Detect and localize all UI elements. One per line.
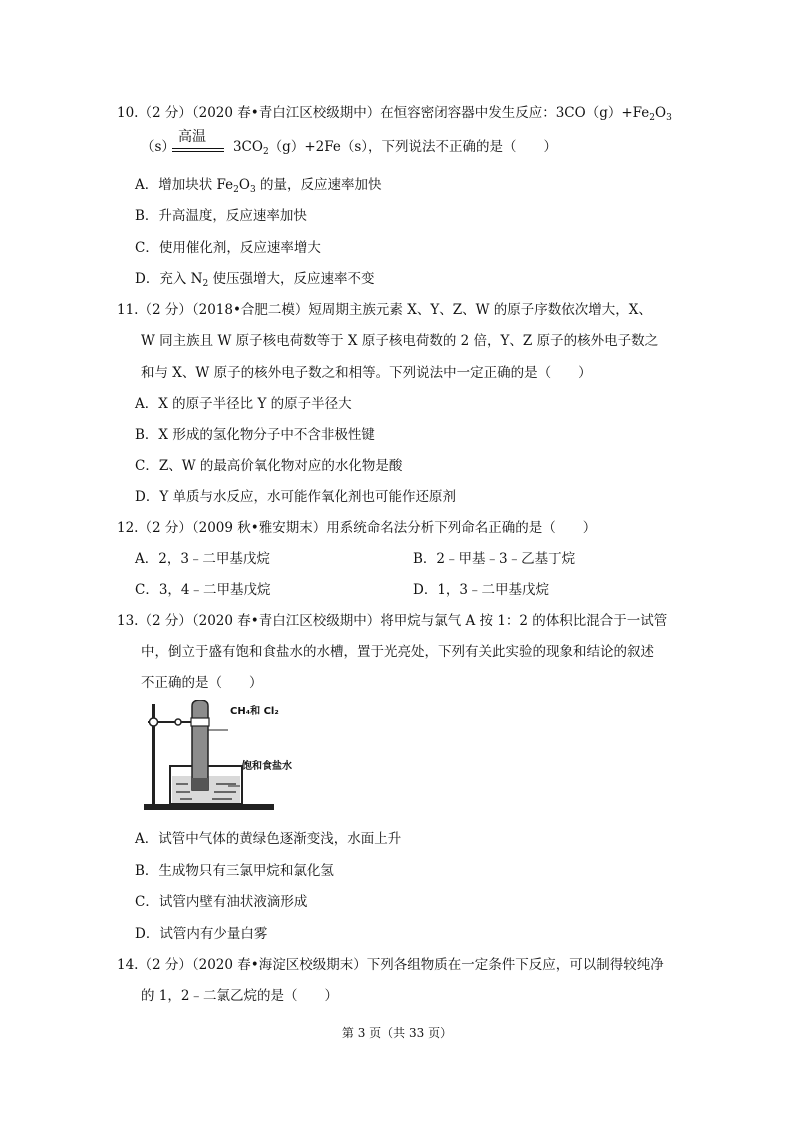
q10-stem-line2: （s） $3CO_2(g)+2Fe(s)$，下列说法不正确的是（ ） <box>141 139 558 157</box>
q12-option-a: A．2，3﹣二甲基戊烷 <box>135 551 270 567</box>
q14-stem-line2: 的 1，2﹣二氯乙烷的是（ ） <box>141 988 338 1004</box>
q13-stem-line1: 13.（2 分）（2020 春•青白江区校级期中）将甲烷与氯气 A 按 1：2 的体积比混合于一试管 <box>117 613 668 629</box>
q11-stem-line1: 11.（2 分）（2018•合肥二模）短周期主族元素 X、Y、Z、W 的原子序数依次增大，X、 <box>117 302 652 318</box>
q11-option-b: B．X 形成的氢化物分子中不含非极性键 <box>135 427 375 443</box>
q13-apparatus-figure <box>140 700 320 816</box>
page-footer: 第 3 页（共 33 页） <box>341 1026 453 1040</box>
label-gas: CH₄和 Cl₂ <box>230 706 279 717</box>
q12-option-b: B．2﹣甲基﹣3﹣乙基丁烷 <box>413 551 576 567</box>
test-tube <box>192 700 208 790</box>
q10-equals-line-top <box>172 148 224 149</box>
tube-clamp-ring <box>191 718 209 726</box>
q10-equals-line-bottom <box>172 151 224 152</box>
q11-option-a: A．X 的原子半径比 Y 的原子半径大 <box>135 396 352 412</box>
q10-reaction-condition: 高温 <box>178 129 206 145</box>
q13-option-c: C．试管内壁有油状液滴形成 <box>135 894 308 910</box>
q13-option-b: B．生成物只有三氯甲烷和氯化氢 <box>135 863 334 879</box>
q13-option-a: A．试管中气体的黄绿色逐渐变浅，水面上升 <box>135 831 402 847</box>
q13-stem-line3: 不正确的是（ ） <box>141 675 263 691</box>
q13-stem-line2: 中，倒立于盛有饱和食盐水的水槽，置于光亮处，下列有关此实验的现象和结论的叙述 <box>141 644 654 660</box>
q10-stem-line1: 10.（2 分）（2020 春•青白江区校级期中）在恒容密闭容器中发生反应：$3CO(g)+Fe_2O_3$ <box>117 105 672 123</box>
clamp-screw <box>175 719 181 725</box>
q10-option-a: A．增加块状 $Fe_2O_3$ 的量，反应速率加快 <box>135 177 382 195</box>
q10-option-d: D．充入 $N_2$ 使压强增大，反应速率不变 <box>135 271 375 289</box>
tube-liquid <box>192 778 208 790</box>
clamp-knob <box>150 718 158 726</box>
q14-stem-line1: 14.（2 分）（2020 春•海淀区校级期末）下列各组物质在一定条件下反应，可以制得较纯净 <box>117 957 664 973</box>
label-water: 饱和食盐水 <box>242 761 292 772</box>
q11-stem-line2: W 同主族且 W 原子核电荷数等于 X 原子核电荷数的 2 倍，Y、Z 原子的核外电子数之 <box>141 333 659 349</box>
q10-option-c: C．使用催化剂，反应速率增大 <box>135 240 321 256</box>
q10-option-b: B．升高温度，反应速率加快 <box>135 208 307 224</box>
q11-option-d: D．Y 单质与水反应，水可能作氧化剂也可能作还原剂 <box>135 489 457 505</box>
q11-option-c: C．Z、W 的最高价氧化物对应的水化物是酸 <box>135 458 403 474</box>
q12-option-d: D．1，3﹣二甲基戊烷 <box>413 582 550 598</box>
q11-stem-line3: 和与 X、W 原子的核外电子数之和相等。下列说法中一定正确的是（ ） <box>141 365 592 381</box>
q12-stem: 12.（2 分）（2009 秋•雅安期末）用系统命名法分析下列命名正确的是（ ） <box>117 520 597 536</box>
q13-option-d: D．试管内有少量白雾 <box>135 926 268 942</box>
q12-option-c: C．3，4﹣二甲基戊烷 <box>135 582 271 598</box>
